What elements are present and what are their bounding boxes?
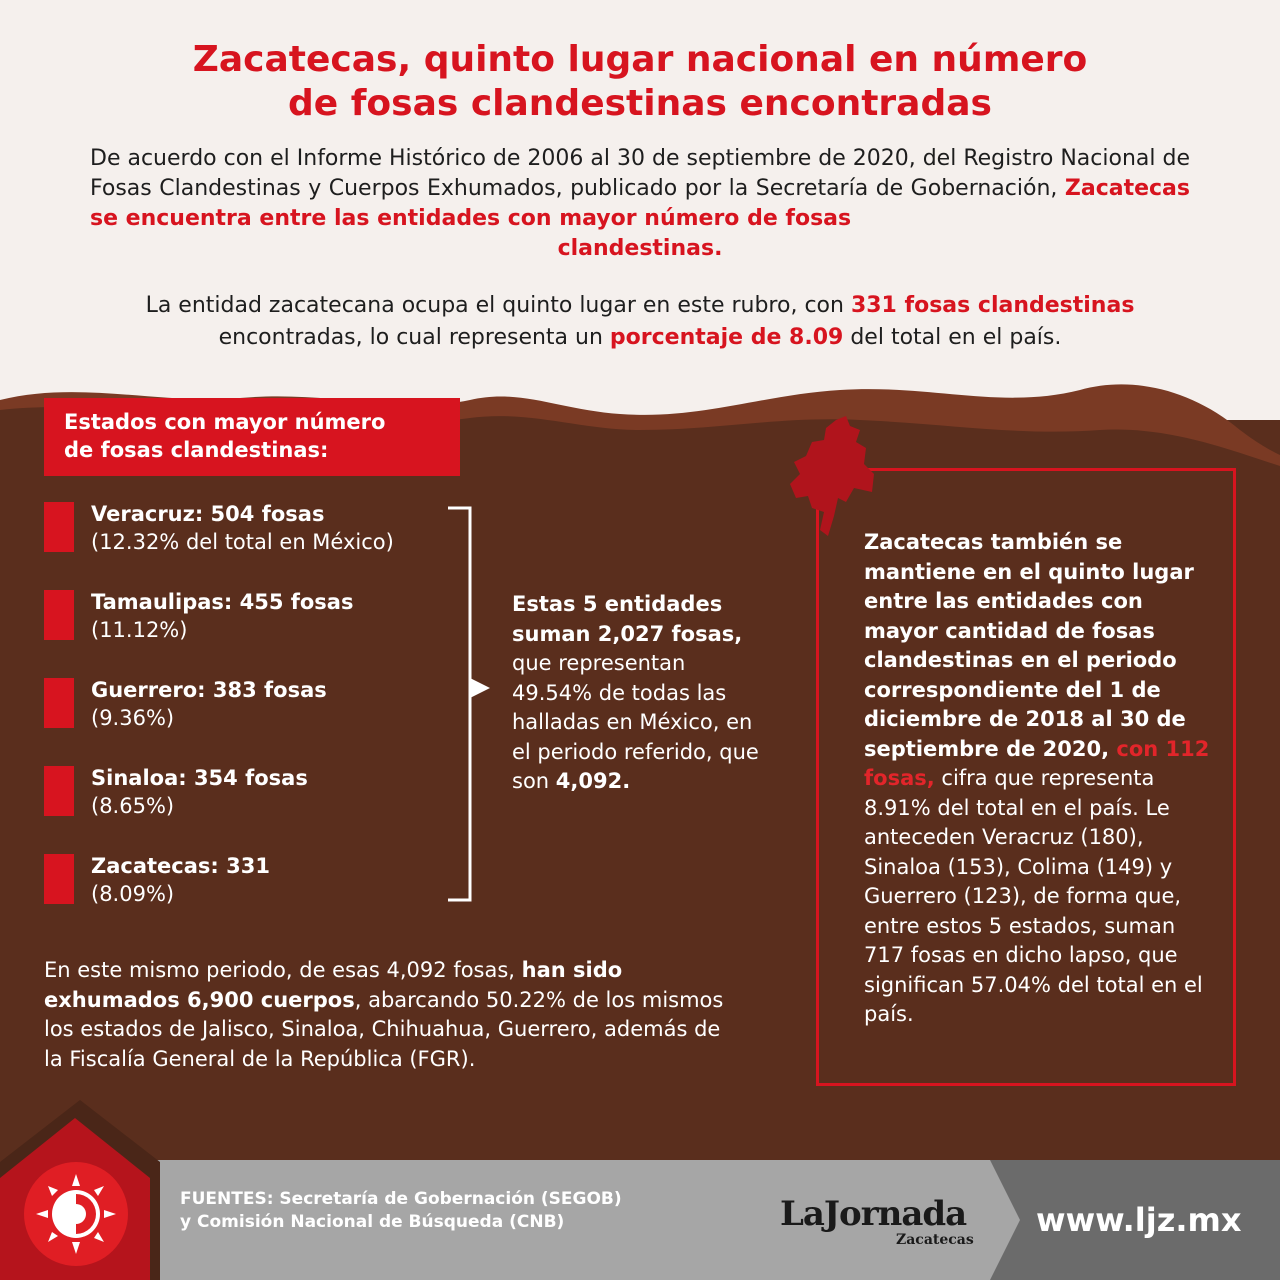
- list-header-line-2: de fosas clandestinas:: [64, 438, 329, 462]
- intro2-text-b: encontradas, lo cual representa un: [218, 325, 610, 350]
- state-percentage: (8.65%): [91, 794, 175, 818]
- website-url[interactable]: www.ljz.mx: [1036, 1201, 1242, 1239]
- state-name: Sinaloa: 354 fosas: [91, 766, 308, 790]
- state-name: Zacatecas: 331: [91, 854, 270, 878]
- intro-paragraph: [90, 144, 1190, 264]
- state-name: Guerrero: 383 fosas: [91, 678, 327, 702]
- intro2-text-c: del total en el país.: [843, 325, 1062, 350]
- exhumed-text-a: En este mismo periodo, de esas 4,092 fosas,: [44, 958, 522, 982]
- title-line-1: Zacatecas, quinto lugar nacional en número: [192, 39, 1088, 80]
- box-body: cifra que representa 8.91% del total en el país. Le anteceden Veracruz (180), Sinaloa (153), Colima (149) y Guerrero (123), de forma que, entre estos 5 estados, suman 717 fosas en dicho lapso, que significan 57.04% del total en el país.: [864, 766, 1203, 1026]
- list-header-line-1: Estados con mayor número: [64, 410, 386, 434]
- zacatecas-map-icon: [784, 412, 880, 540]
- brand-logo-text: LaJornada: [780, 1194, 967, 1234]
- list-item: [44, 676, 464, 732]
- title-line-2: de fosas clandestinas encontradas: [288, 83, 992, 124]
- box-red: con 112 fosas,: [864, 736, 1210, 790]
- sources-credit: [180, 1188, 622, 1234]
- bracket-arrow-icon: [444, 506, 494, 902]
- intro-highlight-end: clandestinas.: [557, 236, 723, 261]
- sources-line-2: y Comisión Nacional de Búsqueda (CNB): [180, 1212, 565, 1232]
- intro-second-paragraph: [90, 290, 1190, 354]
- summary-text: [512, 590, 762, 797]
- summary-body: que representan 49.54% de todas las halladas en México, en el periodo referido, que son: [512, 651, 759, 793]
- red-bar-marker: [44, 766, 74, 816]
- intro2-text-a: La entidad zacatecana ocupa el quinto lugar en este rubro, con: [145, 293, 851, 318]
- list-item: [44, 764, 464, 820]
- exhumed-text-b: , abarcando 50.22% de los mismos los estados de Jalisco, Sinaloa, Chihuahua, Guerrero, además de la Fiscalía General de la República (FGR).: [44, 987, 724, 1071]
- state-percentage: (8.09%): [91, 882, 175, 906]
- chevron-icon: [960, 1160, 1030, 1280]
- sun-logo-icon: [22, 1160, 130, 1268]
- intro-text: De acuerdo con el Informe Histórico de 2006 al 30 de septiembre de 2020, del Registro Nacional de Fosas Clandestinas y Cuerpos Exhumados, publicado por la Secretaría de Gobernación,: [90, 146, 1190, 201]
- intro2-red-1: 331 fosas clandestinas: [850, 293, 1135, 318]
- state-percentage: (9.36%): [91, 706, 175, 730]
- summary-bold: Estas 5 entidades suman 2,027 fosas,: [512, 592, 743, 646]
- list-item: [44, 500, 464, 556]
- page-title: [90, 38, 1190, 126]
- brand-logo-subtitle: Zacatecas: [896, 1232, 974, 1248]
- intro-highlight: Zacatecas se encuentra entre las entidades con mayor número de fosas: [90, 176, 1190, 231]
- red-bar-marker: [44, 502, 74, 552]
- summary-total: 4,092.: [555, 769, 631, 793]
- state-name: Veracruz: 504 fosas: [91, 502, 325, 526]
- state-percentage: (11.12%): [91, 618, 188, 642]
- intro2-red-2: porcentaje de 8.09: [609, 325, 844, 350]
- list-item: [44, 588, 464, 644]
- highlight-box-text: [864, 528, 1214, 1030]
- state-name: Tamaulipas: 455 fosas: [91, 590, 354, 614]
- sources-line-1: FUENTES: Secretaría de Gobernación (SEGOB): [180, 1189, 622, 1209]
- red-bar-marker: [44, 678, 74, 728]
- states-list-header: [44, 398, 460, 476]
- exhumed-bold: han sido exhumados 6,900 cuerpos: [44, 958, 623, 1012]
- red-bar-marker: [44, 590, 74, 640]
- red-bar-marker: [44, 854, 74, 904]
- exhumed-paragraph: [44, 956, 744, 1074]
- state-percentage: (12.32% del total en México): [91, 530, 394, 554]
- box-bold: Zacatecas también se mantiene en el quinto lugar entre las entidades con mayor cantidad de fosas clandestinas en el periodo correspondiente del 1 de diciembre de 2018 al 30 de septiembre de 2020,: [864, 530, 1194, 761]
- footer: [0, 1160, 1280, 1280]
- list-item: [44, 852, 464, 908]
